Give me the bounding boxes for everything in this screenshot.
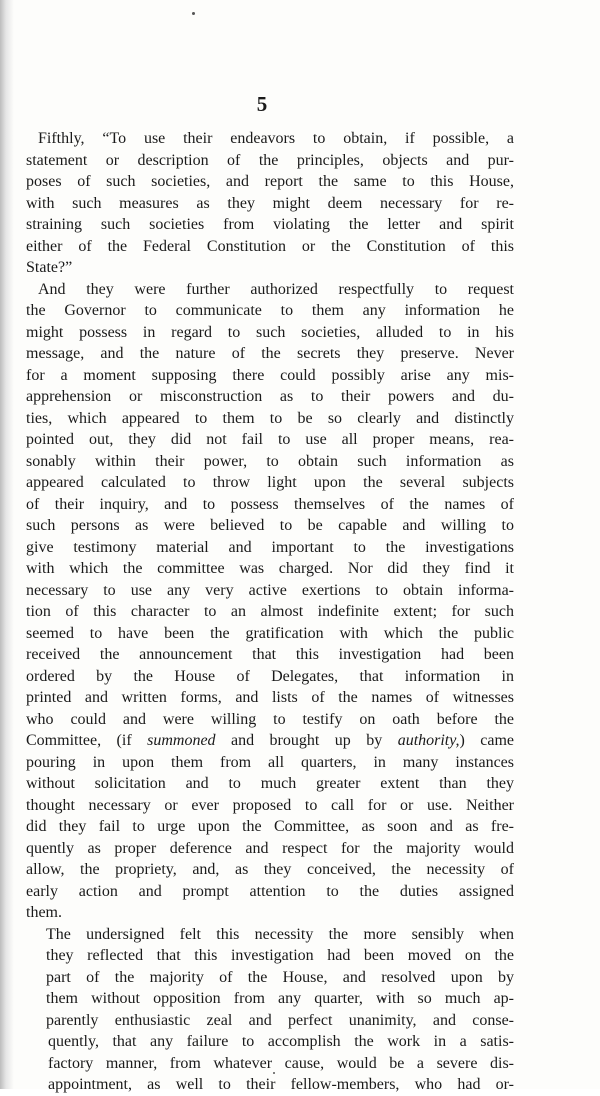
text-line: either of the Federal Constitution or the Constitution of this (26, 237, 514, 255)
text-line: ordered by the House of Delegates, that information in (26, 667, 514, 685)
text-line: pouring in upon them from all quarters, in many instances (26, 753, 514, 771)
text-line: for a moment supposing there could possibly arise any mis- (26, 366, 514, 384)
text-line: poses of such societies, and report the same to this House, (26, 173, 514, 190)
text-line: Fifthly, “To use their endeavors to obtain, if possible, a (38, 130, 514, 147)
page-left-edge-shadow (0, 0, 14, 1089)
text-line: them. (26, 904, 62, 921)
text-line: And they were further authorized respectfully to request (38, 280, 514, 298)
text-line: they reflected that this investigation had been moved on the (46, 947, 514, 964)
text-line: early action and prompt attention to the duties assigned (26, 882, 514, 900)
text-line: with such measures as they might deem necessary for re- (26, 194, 514, 212)
text-line: received the announcement that this investigation had been (26, 646, 514, 663)
text-line: statement or description of the principles, objects and pur- (26, 151, 514, 169)
text-line: ties, which appeared to them to be so clearly and distinctly (26, 409, 514, 427)
text-line: without solicitation and to much greater extent than they (26, 775, 514, 792)
text-line: quently, that any failure to accomplish the work in a satis- (48, 1033, 514, 1050)
text-line: allow, the propriety, and, as they conceived, the necessity of (26, 861, 514, 878)
text-line: The undersigned felt this necessity the more sensibly when (46, 925, 514, 943)
text-line: who could and were willing to testify on oath before the (26, 710, 514, 728)
text-line: parently enthusiastic zeal and perfect unanimity, and conse- (46, 1011, 514, 1029)
scan-speck (192, 12, 195, 15)
text-line: apprehension or misconstruction as to their powers and du- (26, 388, 514, 405)
text-line: factory manner, from whatever cause, would be a severe dis- (48, 1054, 514, 1072)
text-line: them without opposition from any quarter, with so much ap- (46, 990, 514, 1007)
text-line: sonably within their power, to obtain such information as (26, 452, 514, 470)
text-line: printed and written forms, and lists of the names of witnesses (26, 689, 514, 706)
text-line: thought necessary or ever proposed to call for or use. Neither (26, 796, 514, 814)
text-line: did they fail to urge upon the Committee, as soon and as fre- (26, 818, 514, 835)
text-line: part of the majority of the House, and resolved upon by (46, 968, 514, 986)
text-line: seemed to have been the gratification with which the public (26, 624, 514, 642)
text-line: give testimony material and important to the investigations (26, 538, 514, 556)
text-line: pointed out, they did not fail to use all proper means, rea- (26, 431, 514, 448)
text-line: message, and the nature of the secrets they preserve. Never (26, 345, 514, 362)
text-line: tion of this character to an almost indefinite extent; for such (26, 603, 514, 620)
text-line: quently as proper deference and respect for the majority would (26, 839, 514, 857)
text-line (26, 730, 514, 752)
text-line: such persons as were believed to be capable and willing to (26, 517, 514, 534)
text-line: straining such societies from violating the letter and spirit (26, 216, 514, 233)
text-line: State?” (26, 259, 73, 276)
italic-word: authority, (397, 732, 460, 749)
body-text (26, 128, 514, 1096)
text-line: appointment, as well to their fellow-members, who had or- (48, 1076, 514, 1093)
italic-word: summoned (147, 732, 216, 749)
text-line: appeared calculated to throw light upon the several subjects (26, 474, 514, 491)
text-line: necessary to use any very active exertions to obtain informa- (26, 581, 514, 599)
text-line: with which the committee was charged. Nor did they find it (26, 560, 514, 577)
text-line: the Governor to communicate to them any information he (26, 302, 514, 319)
text-segment: Committee, (if (26, 732, 148, 749)
text-line: of their inquiry, and to possess themselves of the names of (26, 495, 514, 513)
page-number: 5 (256, 92, 268, 116)
text-segment: and brought up by (215, 732, 398, 749)
text-segment: ) came (459, 732, 514, 749)
text-line: might possess in regard to such societies, alluded to in his (26, 323, 514, 341)
